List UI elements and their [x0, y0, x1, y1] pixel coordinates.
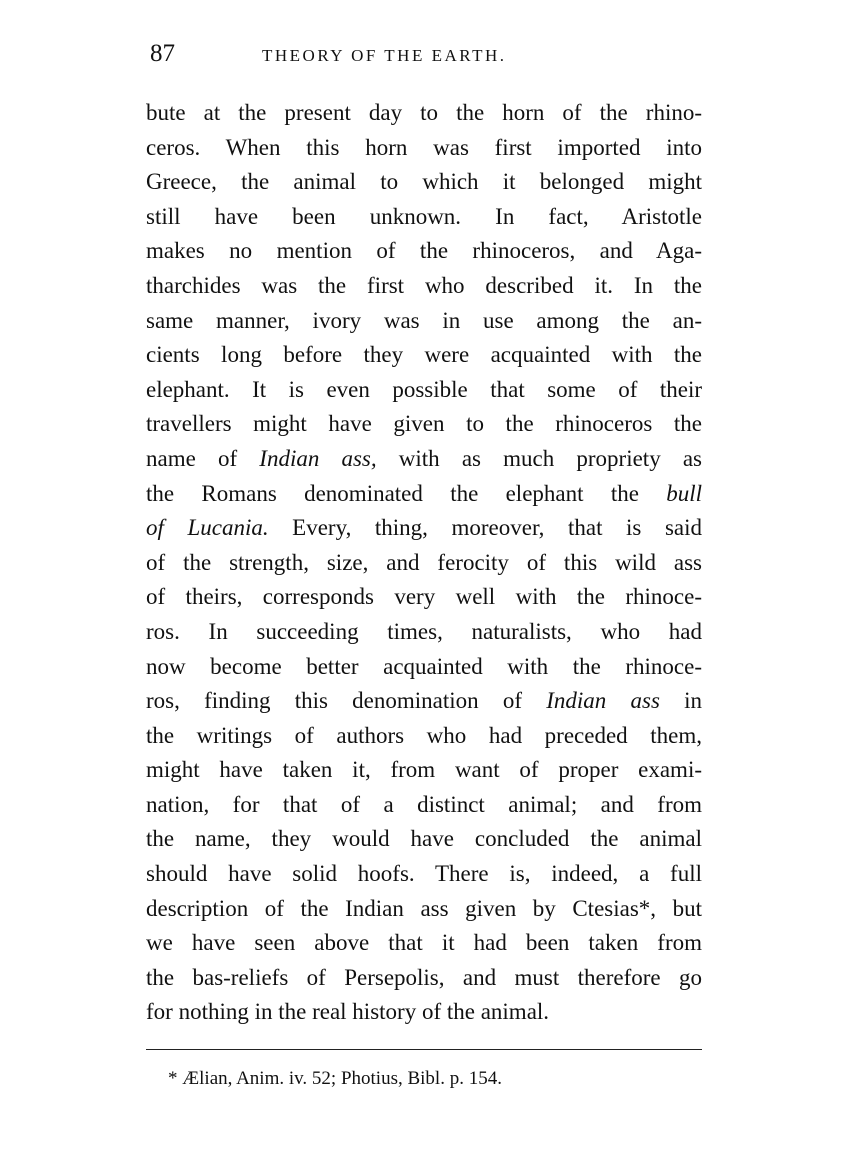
line-text: elephant. It is even possible that some of their: [146, 376, 702, 402]
body-text: [146, 96, 702, 1030]
line-text: ros. In succeeding times, naturalists, who had: [146, 618, 702, 644]
text-line: [146, 961, 702, 996]
italic-text: bull: [666, 480, 702, 506]
text-line: [146, 200, 702, 235]
italic-text: Indian ass,: [259, 445, 377, 471]
line-text: tharchides was the first who described it. In the: [146, 272, 702, 298]
line-text: makes no mention of the rhinoceros, and Aga-: [146, 238, 702, 264]
text-line: [146, 511, 702, 546]
text-line: [146, 788, 702, 823]
text-line: [146, 857, 702, 892]
text-line: [146, 650, 702, 685]
line-text: should have solid hoofs. There is, indeed, a full: [146, 861, 702, 887]
running-head-title: THEORY OF THE EARTH.: [262, 46, 507, 65]
line-text: name of: [146, 445, 260, 471]
text-line: [146, 822, 702, 857]
line-text: Every, thing, moreover, that is said: [268, 515, 702, 541]
text-line: [146, 995, 702, 1030]
text-line: [146, 546, 702, 581]
line-text: we have seen above that it had been taken from: [146, 930, 702, 956]
italic-text: of Lucania.: [146, 515, 269, 541]
line-text: still have been unknown. In fact, Aristotle: [146, 203, 702, 229]
line-text: in: [659, 688, 703, 714]
footnote: * Ælian, Anim. iv. 52; Photius, Bibl. p. 154.: [168, 1068, 502, 1089]
footnote-rule: [146, 1049, 702, 1050]
line-text: cients long before they were acquainted with the: [146, 342, 702, 368]
text-line: [146, 234, 702, 269]
line-text: might have taken it, from want of proper exami-: [146, 757, 702, 783]
line-text: same manner, ivory was in use among the an-: [146, 307, 702, 333]
text-line: [146, 407, 702, 442]
page-number: 87: [150, 40, 175, 67]
line-text: now become better acquainted with the rhinoce-: [146, 653, 702, 679]
line-text: Greece, the animal to which it belonged might: [146, 169, 702, 195]
line-text: ros, finding this denomination of: [146, 688, 547, 714]
line-text: ceros. When this horn was first imported into: [146, 134, 702, 160]
line-text: the writings of authors who had preceded them,: [146, 722, 702, 748]
line-text: with as much propriety as: [376, 445, 703, 471]
running-head: [146, 40, 702, 74]
text-line: [146, 165, 702, 200]
text-line: [146, 892, 702, 927]
italic-text: Indian ass: [546, 688, 660, 714]
text-line: [146, 304, 702, 339]
text-line: [146, 373, 702, 408]
text-line: [146, 477, 702, 512]
line-text: bute at the present day to the horn of the rhino-: [146, 100, 702, 125]
text-line: [146, 338, 702, 373]
text-line: [146, 131, 702, 166]
line-text: the name, they would have concluded the animal: [146, 826, 702, 852]
text-line: [146, 926, 702, 961]
text-line: [146, 615, 702, 650]
text-line: [146, 442, 702, 477]
text-line: [146, 96, 702, 131]
line-text: travellers might have given to the rhinoceros the: [146, 411, 702, 437]
line-text: nation, for that of a distinct animal; and from: [146, 791, 702, 817]
line-text: of the strength, size, and ferocity of this wild ass: [146, 549, 702, 575]
text-line: [146, 753, 702, 788]
line-text: of theirs, corresponds very well with the rhinoce-: [146, 584, 702, 610]
line-text: the Romans denominated the elephant the: [146, 480, 667, 506]
line-text: the bas-reliefs of Persepolis, and must therefore go: [146, 964, 702, 990]
line-text: for nothing in the real history of the animal.: [146, 999, 550, 1025]
text-line: [146, 580, 702, 615]
text-line: [146, 269, 702, 304]
line-text: description of the Indian ass given by Ctesias*, but: [146, 895, 702, 921]
text-line: [146, 719, 702, 754]
text-line: [146, 684, 702, 719]
